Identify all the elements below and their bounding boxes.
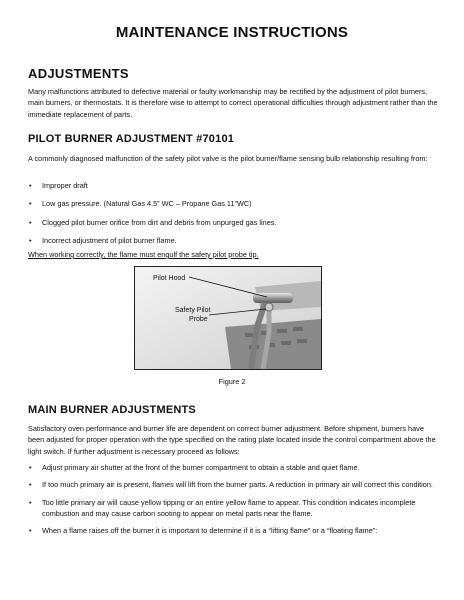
list-item <box>28 497 440 520</box>
bullet-text: Clogged pilot burner orifice from dirt and debris from unpurged gas lines. <box>42 217 277 227</box>
bullet-text: Adjust primary air shutter at the front of the burner compartment to obtain a stable and quiet flame. <box>42 463 360 472</box>
pilot-bullet-list <box>28 180 440 253</box>
bullet-icon: • <box>29 199 32 209</box>
list-item <box>28 198 440 209</box>
adjustments-paragraph: Many malfunctions attributed to defective material or faulty workmanship may be rectified by the adjustment of pilot burners, main burners, or thermostats. It is therefore wise to attempt to correct operational difficulties through adjustment rather than the immediate replacement of parts. <box>28 87 438 119</box>
bullet-text: Low gas pressure. (Natural Gas 4.5” WC – Propane Gas 11”WC) <box>42 199 252 209</box>
bullet-icon: • <box>29 526 32 536</box>
list-item <box>28 235 440 246</box>
pilot-heading: PILOT BURNER ADJUSTMENT #70101 <box>28 133 235 145</box>
bullet-text: Too little primary air will cause yellow tipping or an entire yellow flame to appear. This condition indicates incomplete combustion and may cause carbon sooting to appear on metal parts near the flame. <box>42 497 416 518</box>
bullet-icon: • <box>29 480 32 490</box>
figure-caption: Figure 2 <box>218 377 246 386</box>
bullet-text: Improper draft <box>42 181 88 190</box>
bullet-icon: • <box>29 235 32 245</box>
main-burner-paragraph: Satisfactory oven performance and burner life are dependent on correct burner adjustment. Before shipment, burners have been adjusted for proper operation with the type specified on the rating plate located inside the control compartment above the light switch. If further adjustment is necessary proceed as follows: <box>28 424 436 456</box>
bullet-icon: • <box>29 217 32 227</box>
main-burner-heading: MAIN BURNER ADJUSTMENTS <box>28 404 196 416</box>
pilot-hood-label: Pilot Hood <box>153 275 186 282</box>
bullet-icon: • <box>29 497 32 507</box>
pilot-hood <box>253 293 293 303</box>
list-item <box>28 525 440 536</box>
list-item <box>28 462 440 473</box>
bullet-text: When a flame raises off the burner it is important to determine if it is a “lifting flame” or a “floating flame”: <box>42 526 378 536</box>
main-burner-bullet-list <box>28 462 440 542</box>
bullet-text: If too much primary air is present, flames will lift from the burner parts. A reduction in primary air will correct this condition. <box>42 480 433 490</box>
bullet-icon: • <box>29 181 32 190</box>
bullet-icon: • <box>29 463 32 472</box>
pilot-photo-illustration <box>135 267 321 369</box>
pilot-figure <box>134 266 322 370</box>
probe-tip <box>265 303 273 311</box>
pilot-intro: A commonly diagnosed malfunction of the safety pilot valve is the pilot burner/flame sensing bulb relationship resulting from: <box>28 154 428 163</box>
page-title: MAINTENANCE INSTRUCTIONS <box>115 24 349 41</box>
safety-pilot-label: Safety Pilot <box>175 307 211 314</box>
bullet-text: Incorrect adjustment of pilot burner flame. <box>42 235 177 245</box>
probe-label: Probe <box>189 316 208 323</box>
adjustments-heading: ADJUSTMENTS <box>28 66 129 81</box>
list-item <box>28 217 440 228</box>
pilot-note: When working correctly, the flame must engulf the safety pilot probe tip. <box>28 250 259 259</box>
list-item <box>28 180 440 191</box>
list-item <box>28 479 440 490</box>
